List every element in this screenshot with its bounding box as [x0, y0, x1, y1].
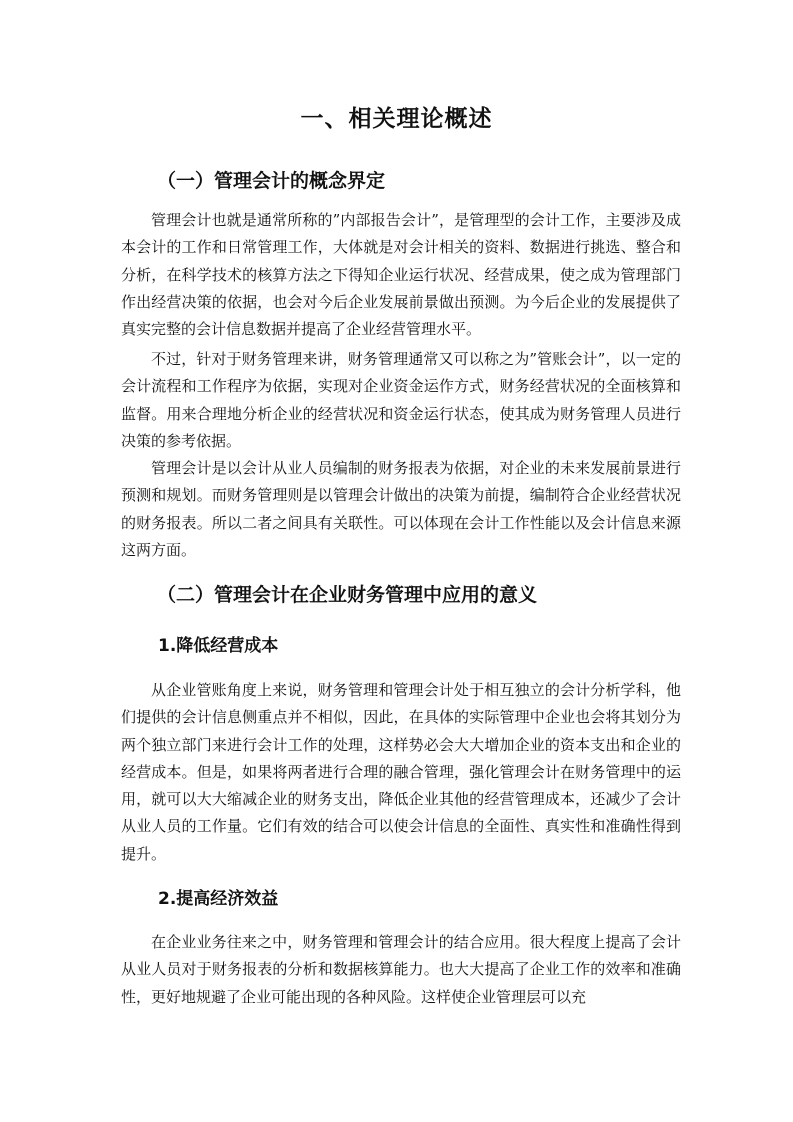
section-heading-concept: （一）管理会计的概念界定 [157, 170, 386, 192]
paragraph-reduce-cost: 从企业管账角度上来说，财务管理和管理会计处于相互独立的会计分析学科，他们提供的会计信息侧重点并不相似，因此，在具体的实际管理中企业也会将其划分为两个独立部门来进行会计工作的处理，这样势必会大大增加企业的资本支出和企业的经营成本。但是，如果将两者进行合理的融合管理，强化管理会计在财务管理中的运用，就可以大大缩减企业的财务支出，降低企业其他的经营管理成本，还减少了会计从业人员的工作量。它们有效的结合可以使会计信息的全面性、真实性和准确性得到提升。 [121, 681, 681, 863]
subsection-heading-reduce-cost: 1.降低经营成本 [158, 636, 279, 656]
section-heading-significance: （二）管理会计在企业财务管理中应用的意义 [157, 584, 538, 606]
paragraph-financial-management-definition: 不过，针对于财务管理来讲，财务管理通常又可以称之为”管账会计”，以一定的会计流程和工作程序为依据，实现对企业资金运作方式，财务经营状况的全面核算和监督。用来合理地分析企业的经营状况和资金运行状态，使其成为财务管理人员进行决策的参考依据。 [121, 350, 681, 450]
paragraph-management-accounting-definition: 管理会计也就是通常所称的”内部报告会计”，是管理型的会计工作，主要涉及成本会计的工作和日常管理工作，大体就是对会计相关的资料、数据进行挑选、整合和分析，在科学技术的核算方法之下得知企业运行状况、经营成果，使之成为管理部门作出经营决策的依据，也会对今后企业发展前景做出预测。为今后企业的发展提供了真实完整的会计信息数据并提高了企业经营管理水平。 [121, 211, 681, 339]
page-title: 一、相关理论概述 [300, 106, 493, 132]
paragraph-improve-benefit: 在企业业务往来之中，财务管理和管理会计的结合应用。很大程度上提高了会计从业人员对于财务报表的分析和数据核算能力。也大大提高了企业工作的效率和准确性，更好地规避了企业可能出现的各种风险。这样使企业管理层可以充 [121, 933, 681, 1006]
paragraph-relationship: 管理会计是以会计从业人员编制的财务报表为依据，对企业的未来发展前景进行预测和规划。而财务管理则是以管理会计做出的决策为前提，编制符合企业经营状况的财务报表。所以二者之间具有关联性。可以体现在会计工作性能以及会计信息来源这两方面。 [121, 459, 681, 559]
subsection-heading-improve-benefit: 2.提高经济效益 [158, 889, 279, 909]
